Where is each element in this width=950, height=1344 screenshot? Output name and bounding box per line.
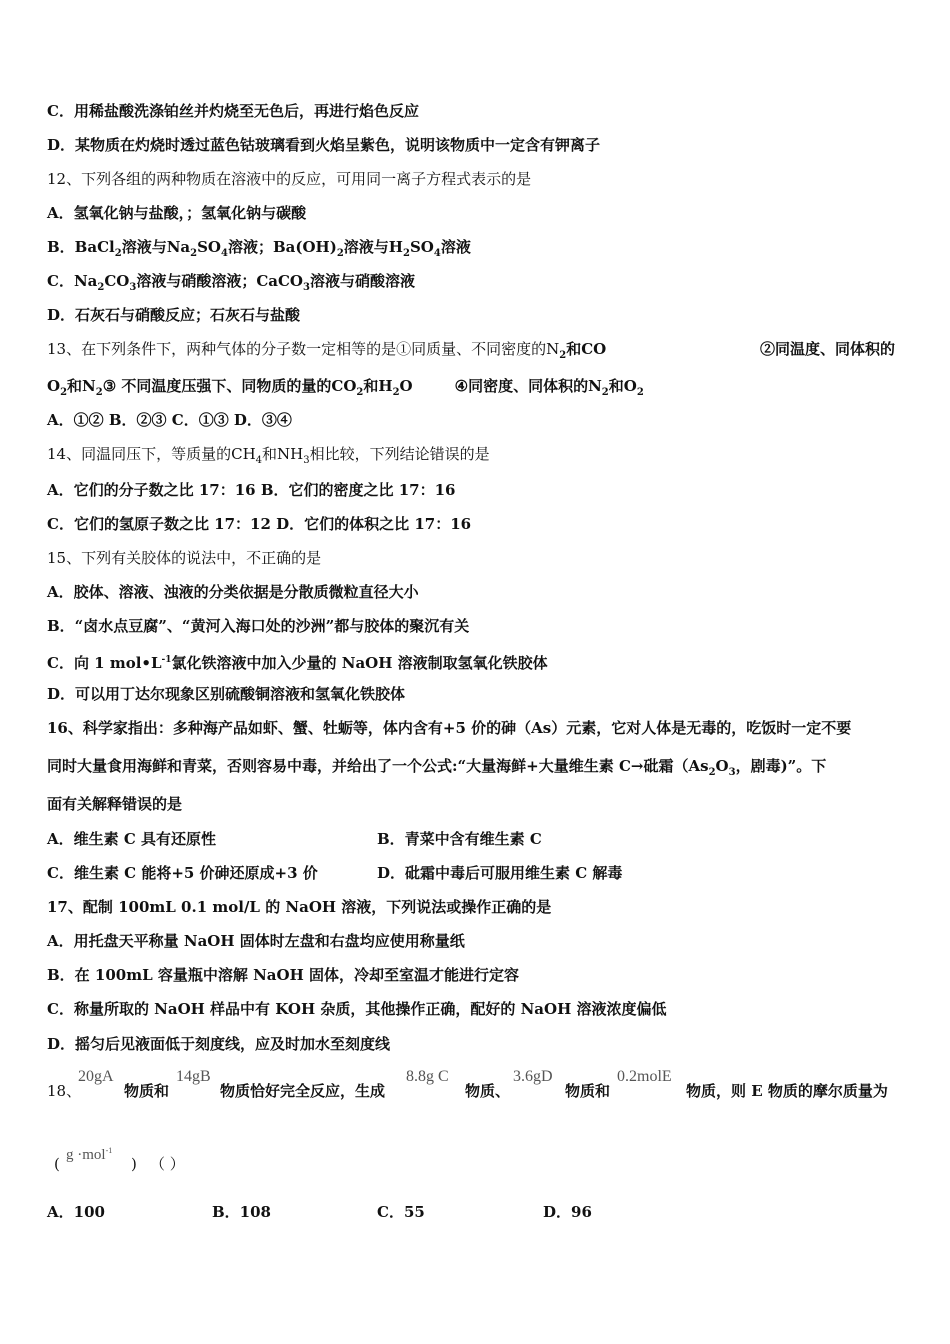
q18-option-a: A．100 <box>47 1203 105 1221</box>
q13-stem-line2: $O_2$和$N_2③$ 不同温度压强下、同物质的量的$CO_2$和$H_2O$ ④同密度、同体积的$N_2$和$O_2$ <box>47 377 644 398</box>
q18-option-d: D．96 <box>543 1203 592 1221</box>
q17-stem: 17、配制 100mL 0.1 mol/L 的 NaOH 溶液，下列说法或操作正确的是 <box>47 898 552 916</box>
q18-text-4: 物质和 <box>565 1082 611 1100</box>
q16-stem-line2: 同时大量食用海鲜和青菜，否则容易中毒，并给出了一个公式:“大量海鲜+大量维生素 C→砒霜（$As_2O_3$，剧毒)”。下 <box>47 757 827 778</box>
q16-option-d: D．砒霜中毒后可服用维生素 C 解毒 <box>377 864 623 882</box>
q18-text-3: 物质、 <box>465 1082 511 1100</box>
q15-option-d: D．可以用丁达尔现象区别硫酸铜溶液和氢氧化铁胶体 <box>47 685 406 703</box>
q14-stem: 14、同温同压下，等质量的$CH_4$和$NH_3$相比较，下列结论错误的是 <box>47 445 490 466</box>
q18-answer-blank: （ ） <box>150 1155 185 1173</box>
q18-paren-open: ( <box>54 1155 60 1173</box>
q18-equation-3.6gD: 3.6gD <box>513 1068 553 1085</box>
q18-unit: g ·mol$^{-1}$ <box>66 1146 113 1163</box>
q12-option-b: B．BaCl$_2$溶液与$Na_2SO_4$溶液；$Ba(OH)_2$溶液与$H_2SO_4$溶液 <box>47 238 471 259</box>
q18-option-c: C．55 <box>377 1203 425 1221</box>
q12-option-c: C．$Na_2CO_3$溶液与硝酸溶液；CaCO$_3$溶液与硝酸溶液 <box>47 272 415 293</box>
q16-option-c: C．维生素 C 能将+5 价砷还原成+3 价 <box>47 864 318 882</box>
q18-option-b: B．108 <box>212 1203 271 1221</box>
q18-equation-14gB: 14gB <box>176 1068 211 1085</box>
q15-option-c: C．向 1 $mol•L^{-1}$氯化铁溶液中加入少量的 NaOH 溶液制取氢氧化铁胶体 <box>47 654 548 672</box>
q16-stem-line3: 面有关解释错误的是 <box>47 795 183 813</box>
q18-paren-close: ) <box>131 1155 137 1173</box>
q13-stem: 13、在下列条件下，两种气体的分子数一定相等的是①同质量、不同密度的$N_2$和CO <box>47 340 607 361</box>
q16-stem-line1: 16、科学家指出：多种海产品如虾、蟹、牡蛎等，体内含有+5 价的砷（As）元素，它对人体是无毒的，吃饭时一定不要 <box>47 719 852 737</box>
q11-option-d: D．某物质在灼烧时透过蓝色钴玻璃看到火焰呈紫色，说明该物质中一定含有钾离子 <box>47 136 601 154</box>
q17-option-c: C．称量所取的 NaOH 样品中有 KOH 杂质，其他操作正确，配好的 NaOH 溶液浓度偏低 <box>47 1000 667 1018</box>
q12-option-d: D．石灰石与硝酸反应；石灰石与盐酸 <box>47 306 301 324</box>
q18-equation-0.2molE: 0.2molE <box>617 1068 672 1085</box>
q13-stem-right: ②同温度、同体积的 <box>760 340 896 358</box>
q16-option-b: B．青菜中含有维生素 C <box>377 830 542 848</box>
q18-equation-8.8gC: 8.8g C <box>406 1068 449 1085</box>
q17-option-b: B．在 100mL 容量瓶中溶解 NaOH 固体，冷却至室温才能进行定容 <box>47 966 519 984</box>
q18-equation-20gA: 20gA <box>78 1068 114 1085</box>
q15-option-b: B．“卤水点豆腐”、“黄河入海口处的沙洲”都与胶体的聚沉有关 <box>47 617 470 635</box>
q16-option-a: A．维生素 C 具有还原性 <box>47 830 217 848</box>
q15-stem: 15、下列有关胶体的说法中，不正确的是 <box>47 549 322 567</box>
q17-option-d: D．摇匀后见液面低于刻度线，应及时加水至刻度线 <box>47 1035 391 1053</box>
q11-option-c: C．用稀盐酸洗涤铂丝并灼烧至无色后，再进行焰色反应 <box>47 102 419 120</box>
q18-text-5: 物质，则 E 物质的摩尔质量为 <box>686 1082 888 1100</box>
q17-option-a: A．用托盘天平称量 NaOH 固体时左盘和右盘均应使用称量纸 <box>47 932 465 950</box>
q18-text-1: 物质和 <box>124 1082 170 1100</box>
q12-option-a: A．氢氧化钠与盐酸，；氢氧化钠与碳酸 <box>47 204 307 222</box>
q15-option-a: A．胶体、溶液、浊液的分类依据是分散质微粒直径大小 <box>47 583 419 601</box>
q12-stem: 12、下列各组的两种物质在溶液中的反应，可用同一离子方程式表示的是 <box>47 170 532 188</box>
q13-options: A．①② B．②③ C．①③ D．③④ <box>47 411 292 429</box>
q18-text-2: 物质恰好完全反应，生成 <box>220 1082 386 1100</box>
q18-number: 18、 <box>47 1082 82 1100</box>
q14-options-cd: C．它们的氢原子数之比 17：12 D．它们的体积之比 17：16 <box>47 515 472 533</box>
q14-options-ab: A．它们的分子数之比 17：16 B．它们的密度之比 17：16 <box>47 481 456 499</box>
